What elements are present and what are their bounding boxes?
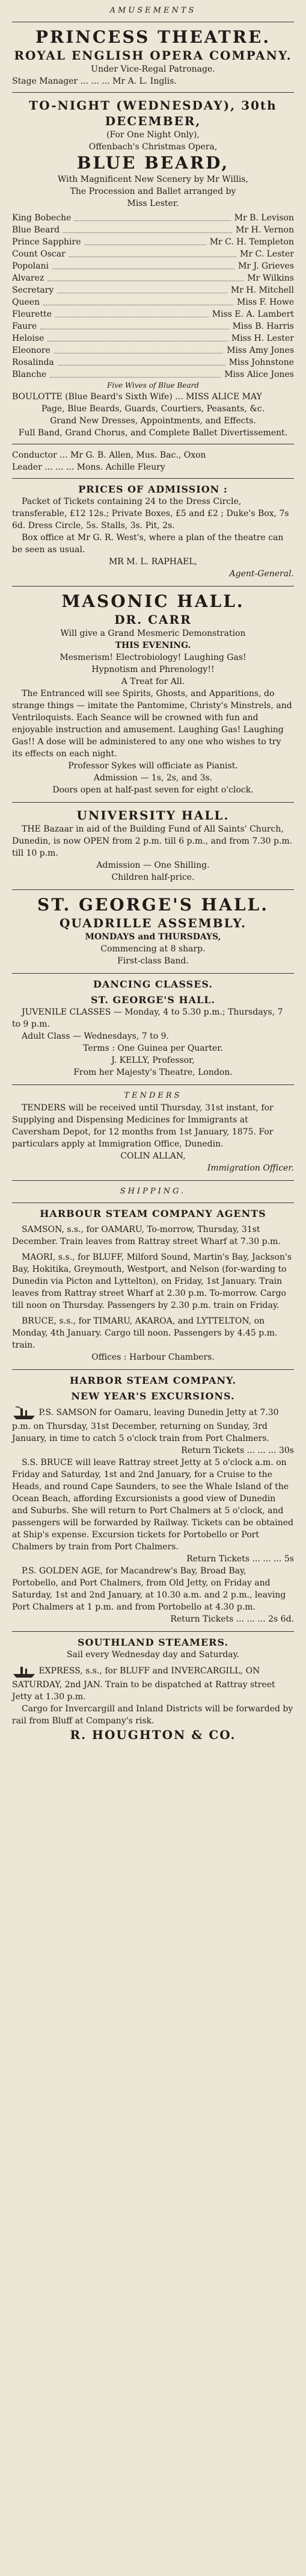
role-name: Prince Sapphire [12,237,81,247]
university-body: THE Bazaar in aid of the Building Fund of All Saints' Church, Dunedin, is now OPEN from 2 p.m. till 6 p.m., and from 7.30 p.m. till 10 p.m. [12,824,293,858]
opera-name: BLUE BEARD, [76,153,230,173]
band: First-class Band. [117,956,189,966]
company-name: ROYAL ENGLISH OPERA COMPANY. [14,48,292,63]
cast-row [12,320,294,332]
tender-name: COLIN ALLAN, [120,1151,186,1161]
actor-name: Miss E. A. Lambert [212,310,294,319]
role-name: Eleonore [12,346,50,355]
princess-theatre-ad [12,27,294,580]
leader-dots [55,308,209,317]
divider [12,478,294,479]
patronage: Under Vice-Regal Patronage. [91,64,215,74]
golden-age: P.S. GOLDEN AGE, for Macandrew's Bay, Broad Bay, Portobello, and Port Chalmers, from Old Jetty, on Friday and Saturday, 1st and 2nd January, at 10.30 a.m. and 2 p.m., leaving Port Chalmers at 1 p.m. and from Portobello at 4.30 p.m. [12,1566,286,1612]
actor-name: Miss H. Lester [231,334,294,343]
masonic-hall-ad [12,591,294,796]
divider [12,92,294,93]
leader-dots [85,236,206,245]
university-hall-ad [12,807,294,883]
adult: Adult Class — Wednesdays, 7 to 9. [22,1031,169,1041]
tenders-ad [12,1090,294,1174]
ad-title: HARBOR STEAM COMPANY. [69,1375,237,1386]
offenbach: Offenbach's Christmas Opera, [88,142,218,152]
steamship-icon [12,1405,36,1420]
leader-dots [57,284,227,293]
section-header: SHIPPING. [120,1187,186,1196]
tonight: TO-NIGHT (WEDNESDAY), 30th DECEMBER, [29,98,277,128]
agent-title: Agent-General. [229,569,294,579]
dresses: Grand New Dresses, Appointments, and Effects. [50,416,256,426]
actor-name: Miss Alice Jones [224,370,294,379]
actor-name: Mr J. Grieves [238,261,294,271]
ballet-by: Miss Lester. [127,199,179,208]
actor-name: Miss B. Harris [232,322,294,331]
prices-2: Box office at Mr G. R. West's, where a plan of the theatre can be seen as usual. [12,533,284,555]
maori: MAORI, s.s., for BLUFF, Milford Sound, Martin's Bay, Jackson's Bay, Hokitika, Greymouth, Westport, and Nelson (for-warding to Dunedin via Picton and Lyttelton), on Friday, 1st January. Train leaves from Rattray street Wharf at 2.30 p.m. To-morrow. Cargo till noon on Thursday. Passengers by 2.30 p.m. train on Friday. [12,1252,292,1310]
leader-dots [58,356,225,366]
divider [12,973,294,974]
leader-dots [40,320,228,329]
cargo: Cargo for Invercargill and Inland Districts will be forwarded by rail from Bluff at Company's risk. [12,1704,293,1726]
role-name: King Bobeche [12,213,72,223]
ad-title: DANCING CLASSES. [93,978,213,990]
line-2: THIS EVENING. [115,641,191,650]
agents: HARBOUR STEAM COMPANY AGENTS [40,1208,266,1219]
leader-dots [69,248,236,257]
cast-row [12,236,294,248]
divider [12,1084,294,1085]
days: MONDAYS and THURSDAYS, [85,932,221,942]
conductor: Conductor ... Mr G. B. Allen, Mus. Bac., Oxon [12,450,206,460]
role-name: Popolani [12,261,49,271]
section-header: AMUSEMENTS [109,6,197,15]
ad-title: ST. GEORGE'S HALL. [37,895,269,915]
divider [12,889,294,890]
ad-title: TENDERS [124,1091,182,1100]
agent: MR M. L. RAPHAEL, [108,557,198,567]
line-3: Mesmerism! Electrobiology! Laughing Gas! [60,653,246,662]
actor-name: Mr H. Mitchell [230,285,294,295]
role-name: Faure [12,322,37,331]
divider [12,802,294,803]
admission: Admission — 1s, 2s, and 3s. [93,773,213,783]
tenders-body: TENDERS will be received until Thursday, 31st instant, for Supplying and Dispensing Medicines for Immigrants at Caversham Depot, for 12 months from 1st January, 1875. For particulars apply at Immigration Office, Dunedin. [12,1103,274,1149]
harbour-steam-ad [12,1375,294,1625]
doors: Doors open at half-past seven for eight o'clock. [52,785,254,795]
children: Children half-price. [111,873,195,882]
leader: Leader ... ... ... Mons. Achille Fleury [12,462,165,472]
teacher: J. KELLY, Professor, [111,1056,195,1065]
prices-head: PRICES OF ADMISSION : [78,484,228,495]
from: From her Majesty's Theatre, London. [73,1068,233,1077]
juvenile: JUVENILE CLASSES — Monday, 4 to 5.30 p.m.; Thursdays, 7 to 9 p.m. [12,1007,283,1029]
line-1: Will give a Grand Mesmeric Demonstration [60,629,246,638]
express: EXPRESS, s.s., for BLUFF and INVERCARGILL, ON SATURDAY, 2nd JAN. Train to be dispatched at Rattray street Jetty at 1.30 p.m. [12,1666,275,1702]
masonic-body: The Entranced will see Spirits, Ghosts, and Apparitions, do strange things — imitate the Pantomime, Christy's Minstrels, and Ventriloquists. Each Seance will be crowned with fun and enjoyable instruction and amusement. Laughing Gas! Laughing Gas!! A dose will be administered to any one who wishes to try its effects on each night. [12,689,292,759]
cast-row [12,248,294,260]
offices: Offices : Harbour Chambers. [91,1352,215,1362]
southland-ad [12,1637,294,1743]
actor-name: Mr C. H. Templeton [209,237,294,247]
samson: SAMSON, s.s., for OAMARU, To-morrow, Thursday, 31st December. Train leaves from Rattray street Wharf at 7.30 p.m. [12,1225,281,1246]
cast-row [12,260,294,272]
actor-name: Miss F. Howe [237,297,294,307]
cast-row [12,332,294,344]
shipping-ad [12,1186,294,1363]
leader-dots [47,332,228,341]
time: Commencing at 8 sharp. [100,944,206,954]
cast-row [12,272,294,284]
pianist: Professor Sykes will officiate as Pianist. [68,761,238,771]
stage-manager: Stage Manager ... ... ... Mr A. L. Inglis. [12,76,177,86]
role-name: Count Oscar [12,249,66,259]
cast-list [12,212,294,381]
prices-1: Packet of Tickets containing 24 to the Dress Circle, transferable, £12 12s.; Private Boxes, £5 and £2 ; Duke's Box, 7s 6d. Dress Circle, 5s. Stalls, 3s. Pit, 2s. [12,497,289,530]
actor-name: Mr Wilkins [247,273,294,283]
role-name: Blanche [12,370,47,379]
role-name: Secretary [12,285,54,295]
cast-row [12,284,294,296]
ad-title: UNIVERSITY HALL. [76,808,230,823]
band: Full Band, Grand Chorus, and Complete Ballet Divertissement. [18,428,288,438]
boulotte: BOULOTTE (Blue Beard's Sixth Wife) ... MISS ALICE MAY [12,392,262,402]
actor-name: Mr C. Lester [240,249,294,259]
tender-title: Immigration Officer. [207,1163,294,1173]
cast-row [12,296,294,308]
cast-row [12,369,294,381]
dancing-classes-ad [12,978,294,1078]
newspaper-page [6,0,300,1743]
role-name: Blue Beard [12,225,60,235]
return-tickets-3: Return Tickets ... ... ... 2s 6d. [170,1614,294,1624]
bruce: BRUCE, s.s., for TIMARU, AKAROA, and LYTTELTON, on Monday, 4th January. Cargo till noon. Passengers by 4.45 p.m. train. [12,1316,278,1350]
return-tickets-1: Return Tickets ... ... ... 30s [181,1446,294,1455]
cast-row [12,344,294,356]
role-name: Rosalinda [12,358,54,367]
return-tickets-2: Return Tickets ... ... ... 5s [186,1554,294,1564]
actor-name: Mr H. Vernon [236,225,294,235]
leader-dots [75,212,230,221]
leader-dots [52,260,234,269]
cast-row [12,356,294,369]
actor-name: Miss Johnstone [228,358,294,367]
samson-excursion: P.S. SAMSON for Oamaru, leaving Dunedin Jetty at 7.30 p.m. on Thursday, 31st December, returning on Sunday, 3rd January, in time to catch 5 o'clock train from Port Chalmers. [12,1408,279,1443]
cast-row [12,212,294,224]
assembly: QUADRILLE ASSEMBLY. [59,916,247,930]
agent: R. HOUGHTON & CO. [70,1728,236,1742]
ad-title: SOUTHLAND STEAMERS. [77,1637,229,1648]
cast-row [12,224,294,236]
five-wives: Five Wives of Blue Beard [107,381,199,390]
bruce-excursion: S.S. BRUCE will leave Rattray street Jetty at 5 o'clock a.m. on Friday and Saturday, 1st and 2nd January, for a Cruise to the Heads, and round Cape Saunders, to see the Whale Island of the Ocean Beach, affording Excursionists a good view of Dunedin and Suburbs. She will return to Port Chalmers at 5 o'clock, and passengers will be forwarded by Railway. Tickets can be obtained at Ship's expense. Excursion tickets for Portobello or Port Chalmers by train from Port Chalmers. [12,1458,294,1552]
st-georges-hall-ad [12,895,294,967]
excursions: NEW YEAR'S EXCURSIONS. [71,1390,235,1402]
cast-row [12,308,294,320]
ad-title: PRINCESS THEATRE. [35,27,271,47]
performer-name: DR. CARR [114,612,192,627]
steamship-icon [12,1663,36,1679]
leader-dots [54,344,223,353]
leader-dots [47,272,243,281]
procession: With Magnificent New Scenery by Mr Willis, [58,175,248,184]
divider [12,1202,294,1203]
leader-dots [63,224,232,233]
leader-dots [50,369,221,378]
role-name: Queen [12,297,40,307]
line-4: Hypnotism and Phrenology!! [91,665,215,674]
admission: Admission — One Shilling. [96,860,210,870]
divider [12,1631,294,1632]
one-night: (For One Night Only), [106,130,200,140]
actor-name: Miss Amy Jones [227,346,294,355]
divider [12,1369,294,1370]
role-name: Alvarez [12,273,44,283]
ballet: The Procession and Ballet arranged by [70,187,236,196]
line-5: A Treat for All. [121,677,185,686]
ad-title: MASONIC HALL. [61,591,245,611]
leader-dots [43,296,233,305]
divider [12,1180,294,1181]
hall: ST. GEORGE'S HALL. [90,994,216,1006]
actor-name: Mr B. Levison [234,213,294,223]
terms: Terms : One Guinea per Quarter. [83,1044,223,1053]
role-name: Heloise [12,334,44,343]
sail: Sail every Wednesday day and Saturday. [66,1650,240,1660]
pages: Page, Blue Beards, Guards, Courtiers, Peasants, &c. [41,404,265,414]
role-name: Fleurette [12,310,52,319]
